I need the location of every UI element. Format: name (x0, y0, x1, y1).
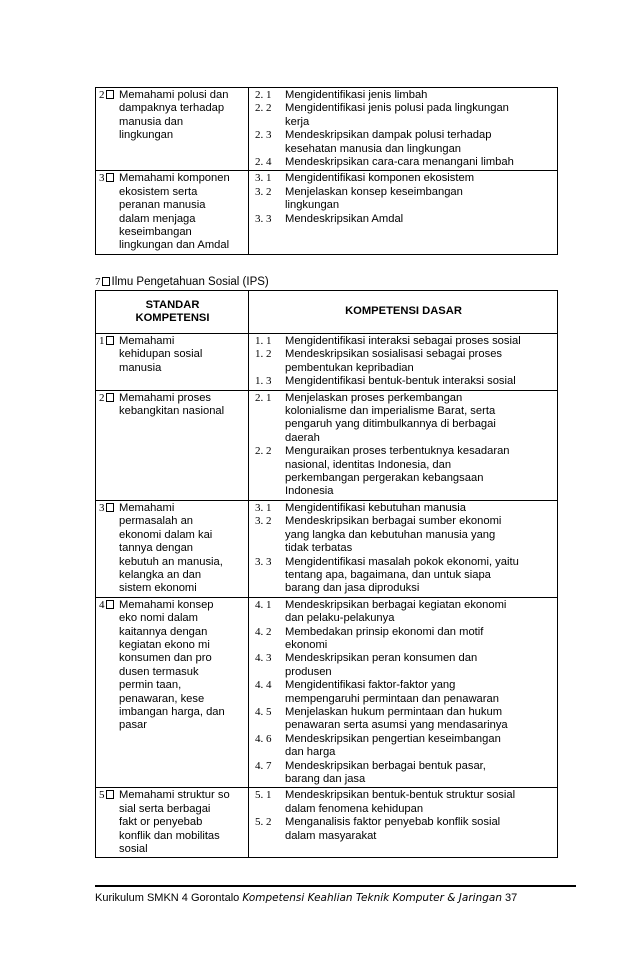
kd-text-line: Mendeskripsikan bentuk-bentuk struktur sosial (285, 789, 516, 802)
standar-kompetensi-cell (96, 788, 249, 858)
header-kompetensi-dasar: KOMPETENSI DASAR (249, 291, 558, 334)
kd-item (252, 335, 555, 348)
table-row (96, 334, 558, 391)
kompetensi-dasar-cell (249, 88, 558, 171)
kd-text-line: perkembangan pergerakan kebangsaan (285, 472, 484, 485)
kd-number: 1. 1 (255, 335, 272, 347)
bullet-box-icon (106, 503, 114, 512)
kd-number: 3. 2 (255, 185, 272, 198)
kd-item (252, 172, 555, 185)
kd-number: 2. 3 (255, 129, 272, 142)
kd-text-line: pengaruh yang ditimbulkannya di berbagai (285, 418, 496, 431)
header-standar-kompetensi (96, 291, 249, 334)
table-row (96, 88, 558, 171)
sk-text-line: eko nomi dalam (119, 612, 198, 625)
kd-item (252, 515, 555, 555)
footer-rule (95, 885, 576, 887)
kd-number: 4. 1 (255, 598, 272, 611)
kd-text-line: Mengidentifikasi faktor-faktor yang (285, 679, 456, 692)
kd-text-line: yang langka dan kebutuhan manusia yang (285, 528, 496, 541)
bullet-box-icon (106, 173, 114, 182)
footer-title: Kompetensi Keahlian Teknik Komputer & Jaringan (242, 892, 502, 904)
kd-text-line: Mengidentifikasi jenis limbah (285, 89, 428, 101)
bullet-box-icon (102, 277, 110, 286)
kd-item (252, 186, 555, 213)
kd-text-line: Menjelaskan konsep keseimbangan (285, 185, 463, 198)
kd-number: 2. 1 (255, 391, 272, 404)
table-row (96, 788, 558, 858)
sk-text-line: permin taan, (119, 679, 182, 692)
kd-text-line: pembentukan kepribadian (285, 361, 414, 374)
kd-text-line: ekonomi (285, 638, 328, 651)
kd-number: 5. 1 (255, 789, 272, 802)
kd-text-line: Mendeskripsikan peran konsumen dan (285, 652, 478, 665)
sk-text-line: Memahami (119, 335, 175, 347)
kd-text-line: Mengidentifikasi komponen ekosistem (285, 172, 475, 185)
sk-text-line: fakt or penyebab (119, 816, 203, 829)
sk-text-line: keseimbangan (119, 226, 192, 239)
page-number: 37 (505, 892, 518, 904)
kd-number: 2. 2 (255, 445, 272, 458)
kd-text-line: Mendeskripsikan dampak polusi terhadap (285, 129, 492, 142)
kd-text-line: tentang apa, bagaimana, dan untuk siapa (285, 568, 491, 581)
kd-text-line: produsen (285, 665, 332, 678)
standar-kompetensi-cell (96, 597, 249, 788)
kd-number: 2. 1 (255, 89, 272, 101)
kd-number: 3. 1 (255, 172, 272, 185)
kd-text-line: kesehatan manusia dan lingkungan (285, 142, 462, 155)
table-ips (95, 290, 558, 858)
sk-text-line: sosial (119, 843, 148, 856)
kd-text-line: Mendeskripsikan berbagai sumber ekonomi (285, 515, 502, 528)
sk-text-line: pasar (119, 719, 147, 732)
kd-item (252, 375, 555, 388)
sk-text-line: manusia (119, 361, 162, 374)
sk-number: 2 (99, 392, 119, 419)
kd-text-line: Mendeskripsikan cara-cara menangani limbah (285, 156, 514, 169)
kd-text-line: Menjelaskan hukum permintaan dan hukum (285, 705, 503, 718)
sk-text-line: manusia dan (119, 115, 184, 128)
kd-text-line: Menguraikan proses terbentuknya kesadaran (285, 445, 510, 458)
kd-text-line: kolonialisme dan imperialisme Barat, serta (285, 405, 496, 418)
kd-item (252, 626, 555, 653)
standar-kompetensi-cell (96, 334, 249, 391)
kd-number: 4. 5 (255, 705, 272, 718)
kd-item (252, 102, 555, 129)
kd-text-line: barang dan jasa diproduksi (285, 582, 420, 595)
kd-text-line: dalam fenomena kehidupan (285, 802, 424, 815)
sk-text-line: sial serta berbagai (119, 802, 211, 815)
table-row (96, 500, 558, 597)
sk-text-line: tannya dengan (119, 542, 194, 555)
sk-text-line: Memahami komponen (119, 172, 230, 185)
sk-text-line: kegiatan ekono mi (119, 638, 210, 651)
standar-kompetensi-cell (96, 88, 249, 171)
kd-item (252, 652, 555, 679)
kd-text-line: mempengaruhi permintaan dan penawaran (285, 692, 499, 705)
kd-text-line: dan pelaku-pelakunya (285, 612, 395, 625)
kd-number: 3. 3 (255, 555, 272, 568)
kd-text-line: barang dan jasa (285, 773, 366, 785)
kd-text-line: Mengidentifikasi kebutuhan manusia (285, 501, 466, 514)
kd-item (252, 392, 555, 446)
header-sk-line: STANDAR (145, 298, 200, 311)
kompetensi-dasar-cell (249, 788, 558, 858)
sk-text-line: Memahami konsep (119, 598, 214, 611)
header-sk-line: KOMPETENSI (135, 312, 210, 324)
sk-text-line: lingkungan (119, 129, 174, 142)
kd-text-line: dan harga (285, 746, 336, 759)
kd-item (252, 89, 555, 102)
kd-text-line: kerja (285, 115, 310, 128)
kd-number: 2. 4 (255, 156, 272, 169)
kd-text-line: tidak terbatas (285, 542, 353, 555)
sk-text-line: konsumen dan pro (119, 652, 212, 665)
kd-text-line: Mendeskripsikan Amdal (285, 212, 404, 225)
standar-kompetensi-cell (96, 500, 249, 597)
table-row (96, 597, 558, 788)
sk-text-line: Memahami (119, 501, 175, 514)
standar-kompetensi-cell (96, 171, 249, 254)
kd-item (252, 706, 555, 733)
kd-item (252, 816, 555, 843)
kd-number: 1. 3 (255, 375, 272, 388)
footer (95, 892, 517, 904)
sk-number: 2 (99, 89, 119, 143)
kd-number: 5. 2 (255, 816, 272, 829)
footer-left: Kurikulum SMKN 4 Gorontalo (95, 892, 240, 904)
kd-text-line: Menganalisis faktor penyebab konflik sosial (285, 816, 501, 829)
kd-text-line: Mendeskripsikan berbagai kegiatan ekonomi (285, 598, 507, 611)
kompetensi-dasar-cell (249, 390, 558, 500)
bullet-box-icon (106, 393, 114, 402)
kd-text-line: daerah (285, 431, 320, 444)
sk-number: 4 (99, 599, 119, 733)
sk-text-line: penawaran, kese (119, 692, 205, 705)
kd-number: 1. 2 (255, 348, 272, 361)
kd-item (252, 502, 555, 515)
kd-number: 4. 2 (255, 625, 272, 638)
sk-text-line: ekonomi dalam kai (119, 528, 213, 541)
table-row (96, 171, 558, 254)
bullet-box-icon (106, 790, 114, 799)
kd-text-line: lingkungan (285, 199, 340, 212)
kd-text-line: Mendeskripsikan pengertian keseimbangan (285, 732, 501, 745)
kd-number: 4. 4 (255, 679, 272, 692)
sk-text-line: peranan manusia (119, 199, 206, 212)
kd-item (252, 599, 555, 626)
kd-item (252, 129, 555, 156)
kd-item (252, 213, 555, 226)
kd-text-line: Mengidentifikasi masalah pokok ekonomi, yaitu (285, 555, 519, 568)
sk-text-line: imbangan harga, dan (119, 705, 225, 718)
table-upper (95, 87, 558, 255)
kd-text-line: Mengidentifikasi bentuk-bentuk interaksi sosial (285, 375, 516, 388)
kd-item (252, 156, 555, 169)
sk-number: 5 (99, 789, 119, 856)
kd-text-line: Indonesia (285, 485, 334, 498)
section-text: Ilmu Pengetahuan Sosial (IPS) (111, 276, 269, 288)
kd-text-line: Mengidentifikasi interaksi sebagai proses sosial (285, 335, 521, 347)
kd-text-line: Mendeskripsikan sosialisasi sebagai proses (285, 348, 503, 361)
kompetensi-dasar-cell (249, 171, 558, 254)
sk-text-line: dalam menjaga (119, 212, 196, 225)
sk-number: 1 (99, 335, 119, 375)
kd-number: 3. 1 (255, 501, 272, 514)
kd-item (252, 733, 555, 760)
sk-text-line: kebangkitan nasional (119, 405, 225, 418)
kd-text-line: nasional, identitas Indonesia, dan (285, 458, 452, 471)
section-number: 7 (95, 276, 101, 288)
kd-item (252, 445, 555, 499)
kompetensi-dasar-cell (249, 500, 558, 597)
sk-text-line: Memahami polusi dan (119, 89, 229, 101)
bullet-box-icon (106, 90, 114, 99)
standar-kompetensi-cell (96, 390, 249, 500)
sk-text-line: konflik dan mobilitas (119, 829, 220, 842)
sk-text-line: dusen termasuk (119, 665, 199, 678)
kd-text-line: Membedakan prinsip ekonomi dan motif (285, 625, 484, 638)
table-row (96, 390, 558, 500)
kd-number: 3. 2 (255, 515, 272, 528)
kd-text-line: Mengidentifikasi jenis polusi pada lingkungan (285, 102, 509, 115)
kd-item (252, 348, 555, 375)
sk-text-line: kehidupan sosial (119, 348, 203, 361)
sk-text-line: ekosistem serta (119, 185, 198, 198)
sk-text-line: sistem ekonomi (119, 582, 197, 595)
kd-number: 4. 7 (255, 759, 272, 772)
section-title (95, 276, 269, 288)
kd-item (252, 760, 555, 787)
sk-text-line: Memahami proses (119, 391, 212, 404)
kompetensi-dasar-cell (249, 334, 558, 391)
kd-number: 4. 6 (255, 732, 272, 745)
sk-number: 3 (99, 172, 119, 252)
kd-item (252, 679, 555, 706)
sk-text-line: kelangka an dan (119, 568, 202, 581)
kd-item (252, 556, 555, 596)
kd-number: 3. 3 (255, 212, 272, 225)
bullet-box-icon (106, 600, 114, 609)
kd-text-line: dalam masyarakat (285, 829, 377, 842)
sk-text-line: permasalah an (119, 515, 194, 528)
kd-item (252, 789, 555, 816)
kd-text-line: Menjelaskan proses perkembangan (285, 391, 463, 404)
sk-text-line: kaitannya dengan (119, 625, 208, 638)
kd-text-line: Mendeskripsikan berbagai bentuk pasar, (285, 759, 486, 772)
kd-number: 4. 3 (255, 652, 272, 665)
kd-text-line: penawaran serta asumsi yang mendasarinya (285, 719, 508, 732)
sk-text-line: Memahami struktur so (119, 789, 230, 802)
sk-text-line: lingkungan dan Amdal (119, 239, 230, 252)
bullet-box-icon (106, 336, 114, 345)
kd-number: 2. 2 (255, 102, 272, 115)
sk-text-line: kebutuh an manusia, (119, 555, 223, 568)
kompetensi-dasar-cell (249, 597, 558, 788)
sk-number: 3 (99, 502, 119, 596)
sk-text-line: dampaknya terhadap (119, 102, 225, 115)
